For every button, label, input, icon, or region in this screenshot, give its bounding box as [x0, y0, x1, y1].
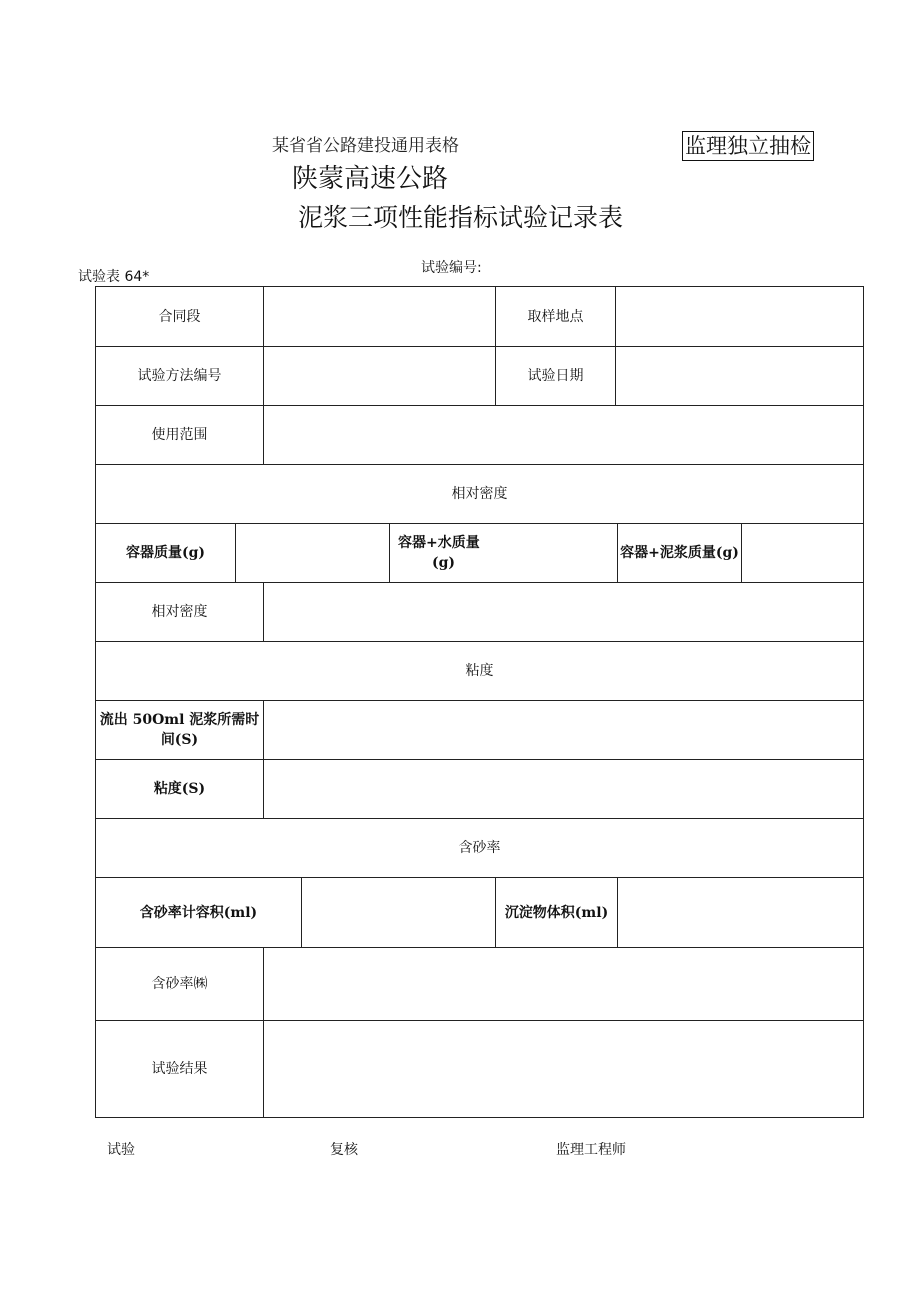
table-row [96, 819, 864, 878]
table-row [96, 701, 864, 760]
test-number-label: 试验编号: [421, 260, 482, 276]
container-water-mass-label-line2: (g) [432, 555, 456, 571]
sediment-volume-field[interactable] [618, 878, 864, 948]
test-result-field[interactable] [264, 1021, 864, 1118]
sand-content-percent-field[interactable] [264, 948, 864, 1021]
relative-density-section-heading: 相对密度 [96, 465, 864, 524]
form-title: 泥浆三项性能指标试验记录表 [298, 203, 624, 232]
table-row [96, 287, 864, 347]
contract-section-label: 合同段 [96, 287, 264, 347]
scope-of-use-field[interactable] [264, 406, 864, 465]
viscosity-label: 粘度(S) [96, 760, 264, 819]
flow-time-label-line2: 间(S) [160, 732, 199, 748]
form-series-subtitle: 某省省公路建投通用表格 [272, 136, 459, 156]
table-row [96, 1021, 864, 1118]
relative-density-label: 相对密度 [96, 583, 264, 642]
reviewer-signature-label: 复核 [330, 1142, 358, 1158]
independent-inspection-stamp: 监理独立抽检 [682, 131, 814, 161]
test-method-number-field[interactable] [264, 347, 496, 406]
form-number: 试验表 64* [78, 269, 150, 285]
flow-time-field[interactable] [264, 701, 864, 760]
supervisor-signature-label: 监理工程师 [556, 1142, 626, 1158]
container-mud-mass-field[interactable] [742, 524, 864, 583]
table-row [96, 878, 864, 948]
flow-time-label [96, 701, 264, 760]
test-method-number-label: 试验方法编号 [96, 347, 264, 406]
table-row [96, 465, 864, 524]
table-row [96, 524, 864, 583]
container-mass-label: 容器质量(g) [96, 524, 236, 583]
sampling-location-label: 取样地点 [496, 287, 616, 347]
table-row [96, 406, 864, 465]
table-row [96, 760, 864, 819]
table-row [96, 948, 864, 1021]
viscosity-section-heading: 粘度 [96, 642, 864, 701]
sand-content-section-heading: 含砂率 [96, 819, 864, 878]
table-row [96, 642, 864, 701]
container-water-mass-label [390, 524, 618, 583]
sand-content-percent-label: 含砂率㈱ [96, 948, 264, 1021]
container-mass-field[interactable] [236, 524, 390, 583]
relative-density-field[interactable] [264, 583, 864, 642]
container-water-mass-label-line1: 容器+水质量 [398, 535, 480, 551]
table-row [96, 347, 864, 406]
test-result-label: 试验结果 [96, 1021, 264, 1118]
viscosity-field[interactable] [264, 760, 864, 819]
contract-section-field[interactable] [264, 287, 496, 347]
test-date-label: 试验日期 [496, 347, 616, 406]
sampling-location-field[interactable] [616, 287, 864, 347]
sediment-volume-label: 沉淀物体积(ml) [496, 878, 618, 948]
test-date-field[interactable] [616, 347, 864, 406]
table-row [96, 583, 864, 642]
project-title: 陕蒙高速公路 [292, 164, 449, 194]
container-mud-mass-label: 容器+泥浆质量(g) [618, 524, 742, 583]
mud-test-record-table [95, 286, 864, 1118]
sand-meter-volume-field[interactable] [302, 878, 496, 948]
scope-of-use-label: 使用范围 [96, 406, 264, 465]
sand-meter-volume-label: 含砂率计容积(ml) [96, 878, 302, 948]
flow-time-label-line1: 流出 50Oml 泥浆所需时 [99, 712, 260, 728]
tester-signature-label: 试验 [107, 1142, 135, 1158]
